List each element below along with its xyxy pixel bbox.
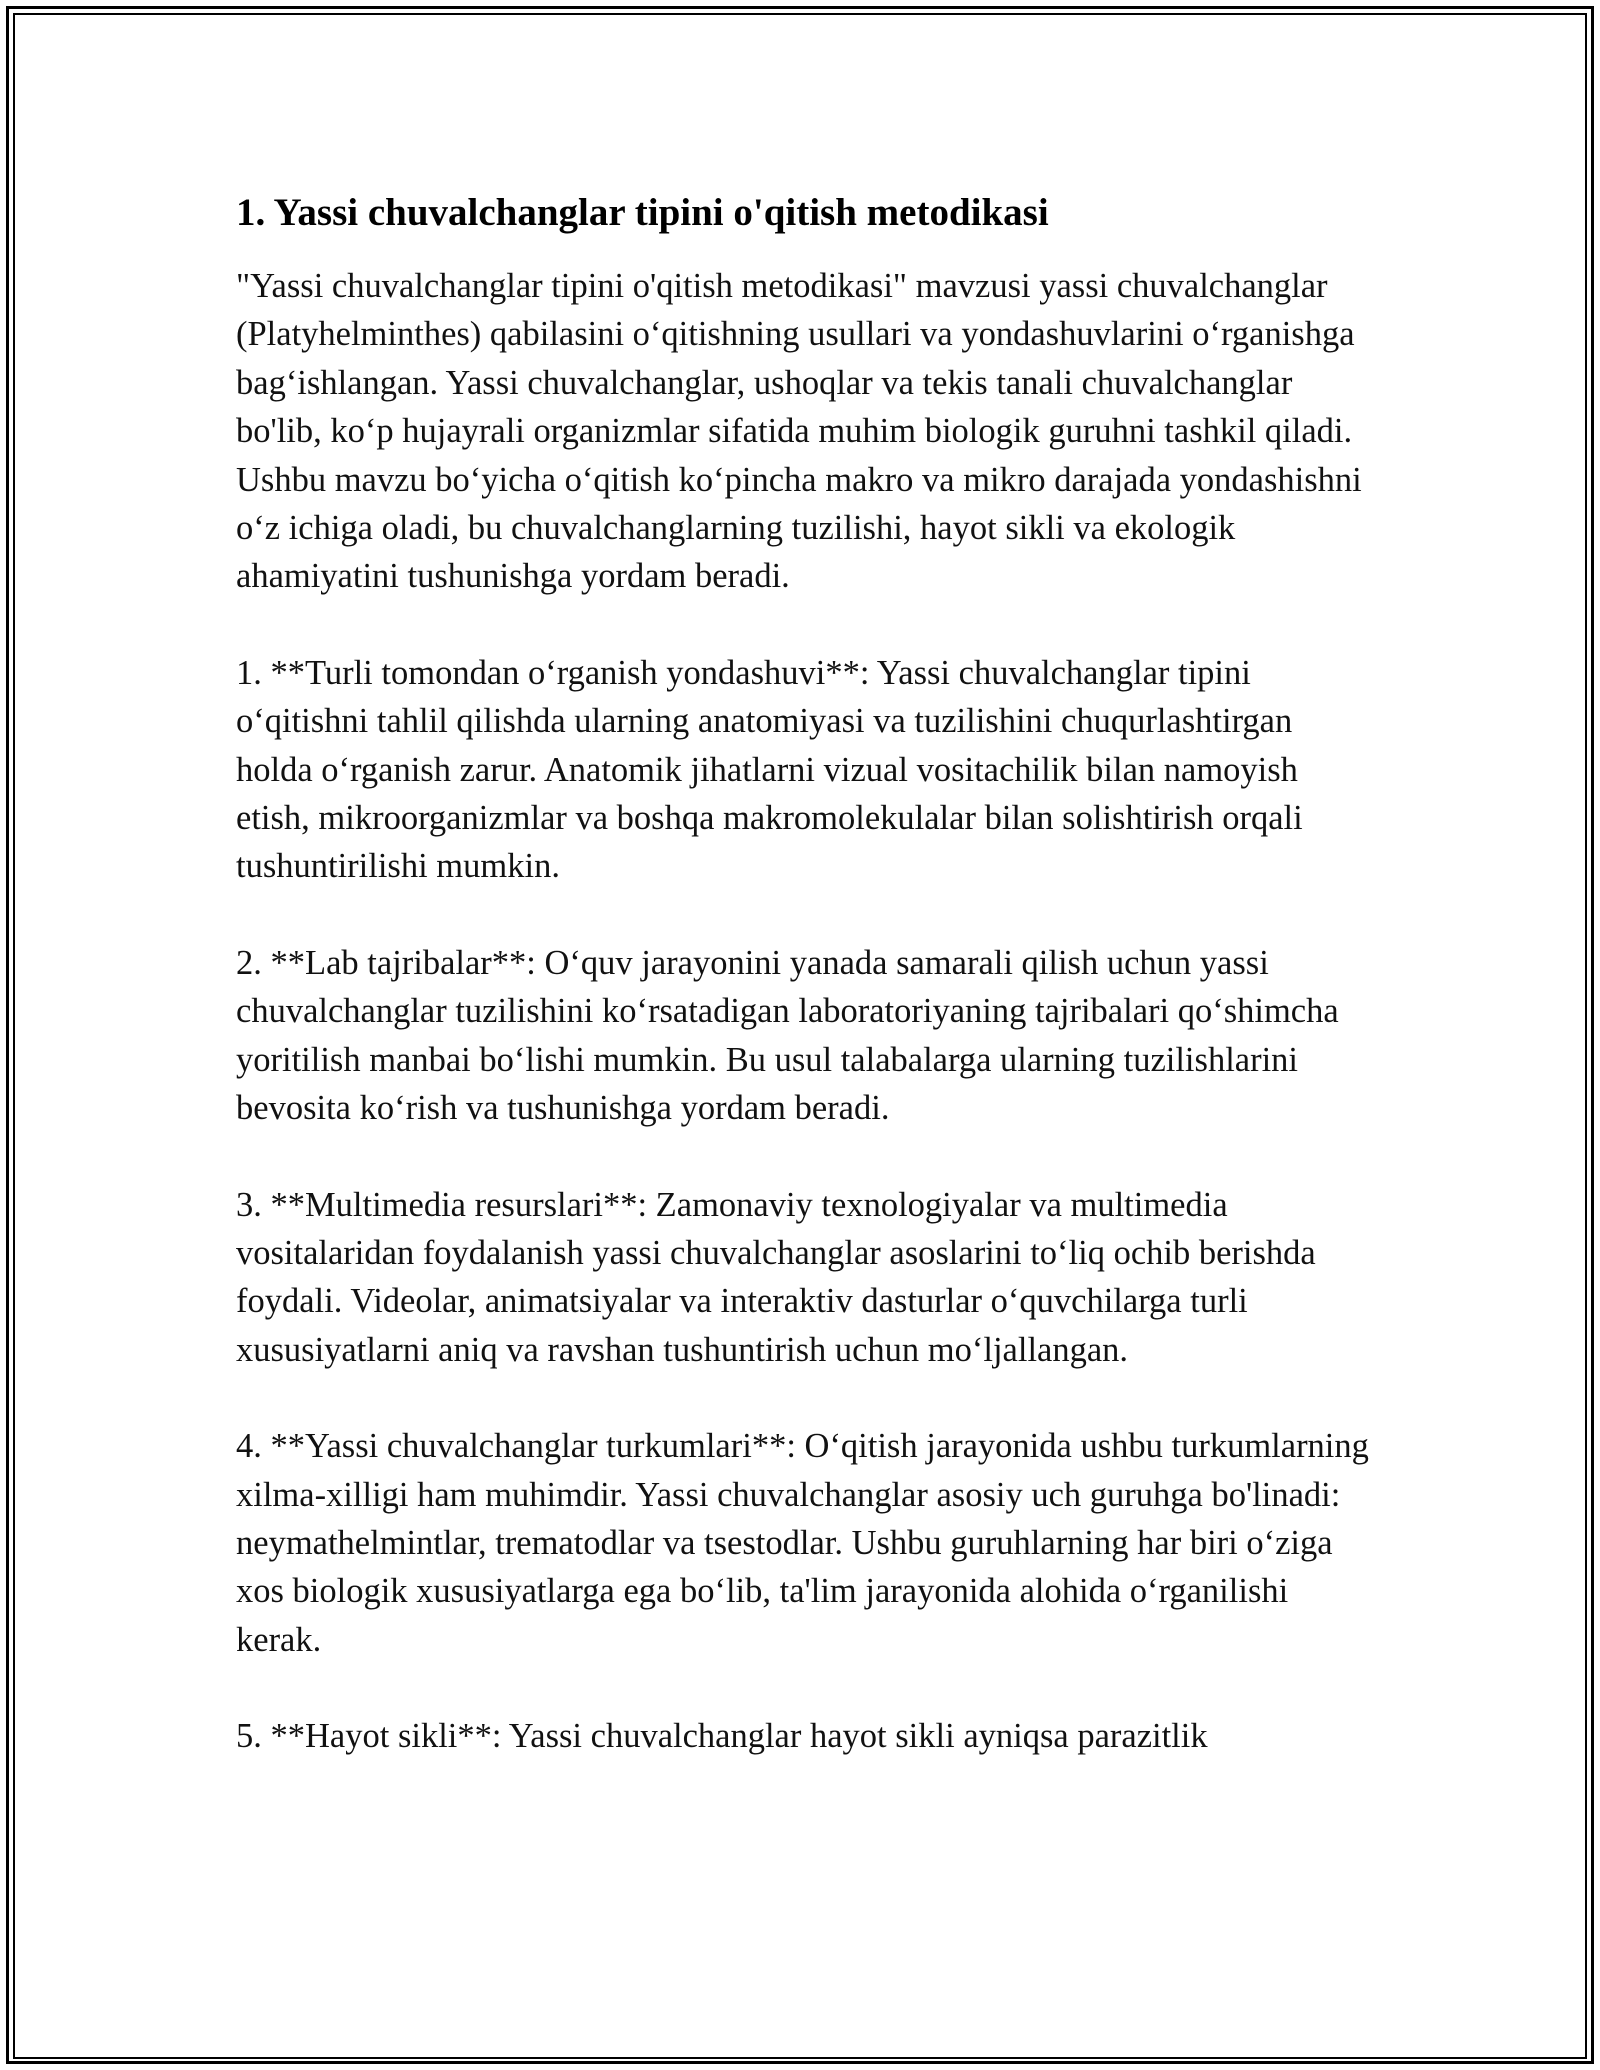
list-item-3-paragraph: 3. **Multimedia resurslari**: Zamonaviy texnologiyalar va multimedia vositalaridan foydalanish yassi chuvalchanglar asoslarini to‘liq ochib berishda foydali. Videolar, animatsiyalar va interaktiv dasturlar o‘quvchilarga turli xususiyatlarni aniq va ravshan tushuntirish uchun mo‘ljallangan. [236,1185,1316,1369]
document-body [236,188,1376,1809]
list-item-1-paragraph: 1. **Turli tomondan o‘rganish yondashuvi**: Yassi chuvalchanglar tipini o‘qitishni tahlil qilishda ularning anatomiyasi va tuzilishini chuqurlashtirgan holda o‘rganish zarur. Anatomik jihatlarni vizual vositachilik bilan namoyish etish, mikroorganizmlar va boshqa makromolekulalar bilan solishtirish orqali tushuntirilishi mumkin. [236,653,1303,886]
list-item-2-paragraph: 2. **Lab tajribalar**: O‘quv jarayonini yanada samarali qilish uchun yassi chuvalchanglar tuzilishini ko‘rsatadigan laboratoriyaning tajribalari qo‘shimcha yoritilish manbai bo‘lishi mumkin. Bu usul talabalarga ularning tuzilishlarini bevosita ko‘rish va tushunishga yordam beradi. [236,943,1339,1128]
list-item-4-paragraph: 4. **Yassi chuvalchanglar turkumlari**: O‘qitish jarayonida ushbu turkumlarning xilma-xilligi ham muhimdir. Yassi chuvalchanglar asosiy uch guruhga bo'linadi: neymathelmintlar, trematodlar va tsestodlar. Ushbu guruhlarning har biri o‘ziga xos biologik xususiyatlarga ega bo‘lib, ta'lim jarayonida alohida o‘rganilishi kerak. [236,1427,1369,1659]
document-title: 1. Yassi chuvalchanglar tipini o'qitish metodikasi [236,191,1049,234]
list-item-5-paragraph: 5. **Hayot sikli**: Yassi chuvalchanglar hayot sikli ayniqsa parazitlik [236,1717,1208,1756]
intro-paragraph: "Yassi chuvalchanglar tipini o'qitish metodikasi" mavzusi yassi chuvalchanglar (Platyhelminthes) qabilasini o‘qitishning usullari va yondashuvlarini o‘rganishga bag‘ishlangan. Yassi chuvalchanglar, ushoqlar va tekis tanali chuvalchanglar bo'lib, ko‘p hujayrali organizmlar sifatida muhim biologik guruhni tashkil qiladi. Ushbu mavzu bo‘yicha o‘qitish ko‘pincha makro va mikro darajada yondashishni o‘z ichiga oladi, bu chuvalchanglarning tuzilishi, hayot sikli va ekologik ahamiyatini tushunishga yordam beradi. [236,267,1362,596]
